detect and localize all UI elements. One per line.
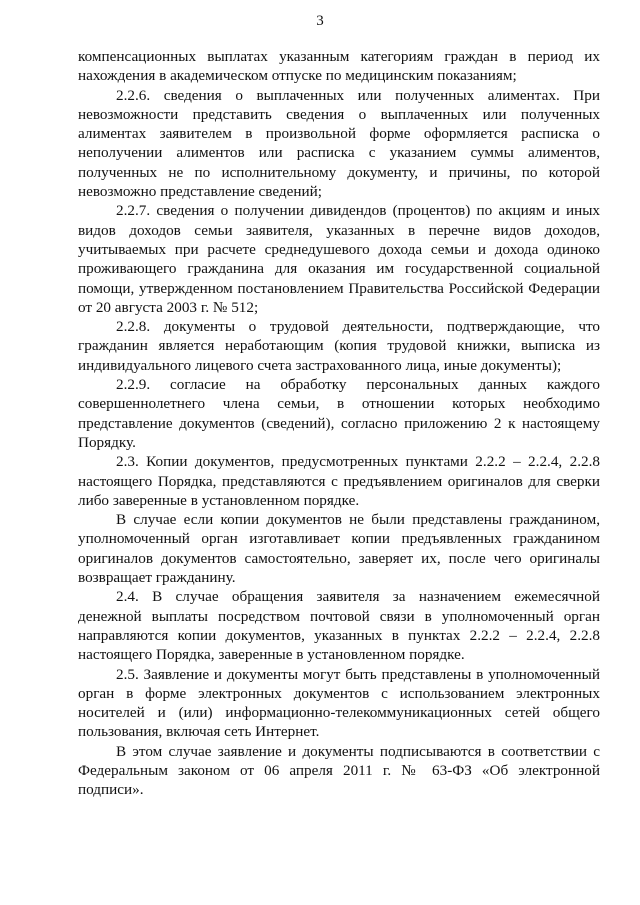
- paragraph-2-4: 2.4. В случае обращения заявителя за назначением ежемесячной денежной выплаты посредством почтовой связи в уполномоченный орган направляются копии документов, указанных в пунктах 2.2.2 – 2.2.4, 2.2.8 настоящего Порядка, заверенные в установленном порядке.: [78, 588, 600, 664]
- page-number: 3: [316, 13, 324, 29]
- paragraph-electronic-signature: В этом случае заявление и документы подписываются в соответствии с Федеральным законом от 06 апреля 2011 г. № 63-ФЗ «Об электронной подписи».: [78, 742, 600, 799]
- document-body: [78, 47, 600, 800]
- paragraph-2-3: 2.3. Копии документов, предусмотренных пунктами 2.2.2 – 2.2.4, 2.2.8 настоящего Порядка, представляются с предъявлением оригиналов для сверки либо заверенные в установленном порядке.: [78, 453, 600, 509]
- paragraph-copies-note: В случае если копии документов не были представлены гражданином, уполномоченный орган изготавливает копии предъявленных гражданином оригиналов документов самостоятельно, заверяет их, после чего оригиналы возвращает гражданину.: [78, 511, 600, 587]
- paragraph-2-2-8: 2.2.8. документы о трудовой деятельности, подтверждающие, что гражданин является неработающим (копия трудовой книжки, выписка из индивидуального лицевого счета застрахованного лица, иные документы);: [78, 318, 600, 374]
- paragraph-2-5: 2.5. Заявление и документы могут быть представлены в уполномоченный орган в форме электронных документов с использованием электронных носителей и (или) информационно-телекоммуникационных сетей общего пользования, включая сеть Интернет.: [78, 665, 600, 741]
- paragraph-2-2-6: 2.2.6. сведения о выплаченных или полученных алиментах. При невозможности представить сведения о выплаченных или полученных алиментах заявителем в произвольной форме оформляется расписка о неполучении алиментов или расписка с указанием суммы алиментов, полученных не по исполнительному документу, и причины, по которой невозможно представление сведений;: [78, 86, 600, 201]
- paragraph-continuation: компенсационных выплатах указанным категориям граждан в период их нахождения в академическом отпуске по медицинским показаниям;: [78, 48, 600, 85]
- paragraph-2-2-9: 2.2.9. согласие на обработку персональных данных каждого совершеннолетнего члена семьи, в отношении которых необходимо представление документов (сведений), согласно приложению 2 к настоящему Порядку.: [78, 376, 600, 451]
- paragraph-2-2-7: 2.2.7. сведения о получении дивидендов (процентов) по акциям и иных видов доходов семьи заявителя, указанных в перечне видов доходов, учитываемых при расчете среднедушевого дохода семьи и дохода одиноко проживающего гражданина для оказания им государственной социальной помощи, утвержденном постановлением Правительства Российской Федерации от 20 августа 2003 г. № 512;: [78, 202, 600, 316]
